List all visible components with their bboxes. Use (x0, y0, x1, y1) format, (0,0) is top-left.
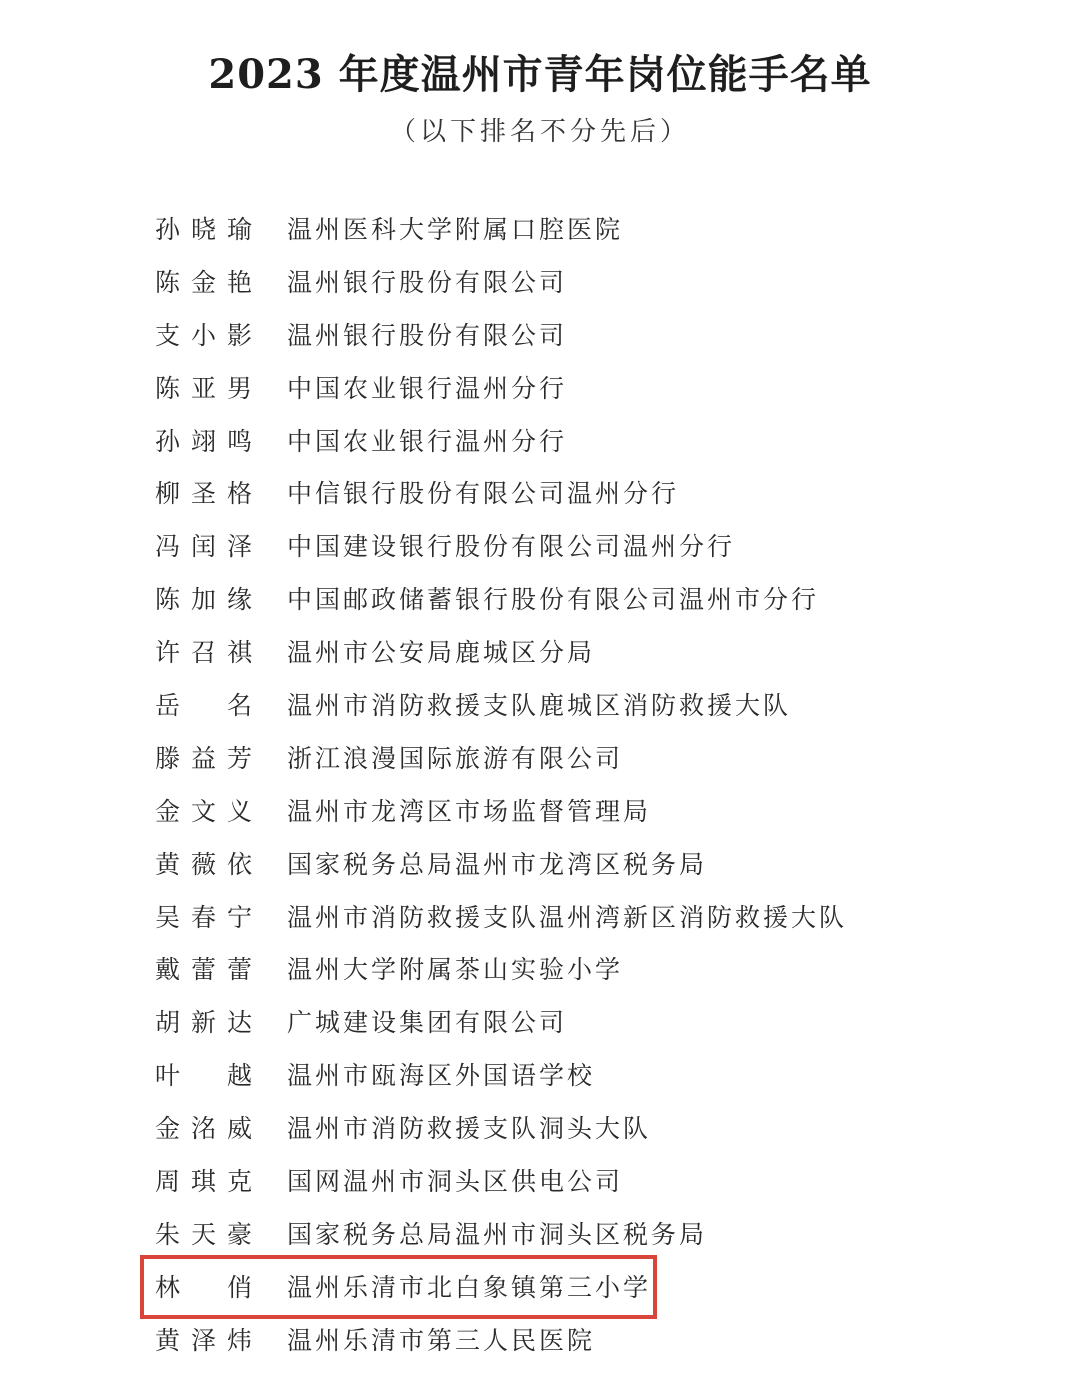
organization-name: 温州医科大学附属口腔医院 (287, 215, 624, 244)
organization-name: 温州市龙湾区市场监督管理局 (287, 796, 652, 826)
person-name: 滕益芳 (155, 743, 255, 773)
person-name: 叶 越 (155, 1061, 255, 1091)
document-subtitle: （以下排名不分先后） (389, 117, 690, 147)
person-name: 冯闰泽 (155, 532, 255, 562)
organization-name: 温州大学附属茶山实验小学 (287, 955, 624, 985)
list-item (0, 1209, 1080, 1262)
person-name: 黄薇依 (155, 849, 255, 879)
person-name: 陈加缘 (155, 585, 255, 615)
list-item (0, 574, 1080, 627)
list-item (0, 627, 1080, 680)
person-name: 朱天豪 (155, 1219, 255, 1249)
person-name: 胡新达 (155, 1008, 255, 1038)
list-item (0, 204, 1080, 257)
list-item (0, 257, 1080, 310)
list-item (0, 839, 1080, 892)
organization-name: 中信银行股份有限公司温州分行 (287, 479, 680, 509)
person-name: 吴春宁 (155, 902, 255, 932)
person-name: 戴蕾蕾 (155, 955, 255, 985)
person-name: 孙晓瑜 (155, 215, 255, 244)
organization-name: 温州乐清市第三人民医院 (287, 1325, 596, 1355)
person-name: 柳圣格 (155, 479, 255, 509)
list-item (0, 680, 1080, 733)
honoree-list (0, 204, 1080, 1368)
organization-name: 温州乐清市北白象镇第三小学 (287, 1272, 652, 1302)
person-name: 孙翊鸣 (155, 426, 255, 456)
list-item (0, 786, 1080, 839)
organization-name: 温州市瓯海区外国语学校 (287, 1061, 596, 1091)
organization-name: 国网温州市洞头区供电公司 (287, 1167, 624, 1197)
person-name: 支小影 (155, 320, 255, 350)
list-item (0, 310, 1080, 363)
list-item (0, 997, 1080, 1050)
person-name: 黄泽炜 (155, 1325, 255, 1355)
organization-name: 国家税务总局温州市洞头区税务局 (287, 1219, 708, 1249)
organization-name: 温州市消防救援支队鹿城区消防救援大队 (287, 691, 792, 721)
list-item (0, 521, 1080, 574)
organization-name: 中国邮政储蓄银行股份有限公司温州市分行 (287, 585, 820, 615)
person-name: 陈亚男 (155, 373, 255, 403)
list-item (0, 1103, 1080, 1156)
organization-name: 浙江浪漫国际旅游有限公司 (287, 743, 624, 773)
list-item (0, 892, 1080, 945)
list-item (0, 733, 1080, 786)
person-name: 许召祺 (155, 638, 255, 668)
list-item-highlighted (0, 1262, 1080, 1315)
organization-name: 广城建设集团有限公司 (287, 1008, 568, 1038)
person-name: 陈金艳 (155, 267, 255, 297)
list-item (0, 1156, 1080, 1209)
organization-name: 温州市公安局鹿城区分局 (287, 638, 596, 668)
organization-name: 中国建设银行股份有限公司温州分行 (287, 532, 736, 562)
organization-name: 温州市消防救援支队温州湾新区消防救援大队 (287, 902, 848, 932)
list-item (0, 416, 1080, 469)
list-item (0, 363, 1080, 416)
organization-name: 温州银行股份有限公司 (287, 320, 568, 350)
person-name: 金洺威 (155, 1114, 255, 1144)
organization-name: 中国农业银行温州分行 (287, 426, 568, 456)
person-name: 金文义 (155, 796, 255, 826)
organization-name: 中国农业银行温州分行 (287, 373, 568, 403)
organization-name: 国家税务总局温州市龙湾区税务局 (287, 849, 708, 879)
person-name: 岳 名 (155, 691, 255, 721)
document-title: 2023 年度温州市青年岗位能手名单 (208, 51, 872, 98)
list-item (0, 468, 1080, 521)
list-item (0, 1315, 1080, 1368)
organization-name: 温州市消防救援支队洞头大队 (287, 1114, 652, 1144)
person-name: 林 俏 (155, 1272, 255, 1302)
organization-name: 温州银行股份有限公司 (287, 267, 568, 297)
list-item (0, 1050, 1080, 1103)
list-item (0, 944, 1080, 997)
person-name: 周琪克 (155, 1167, 255, 1197)
